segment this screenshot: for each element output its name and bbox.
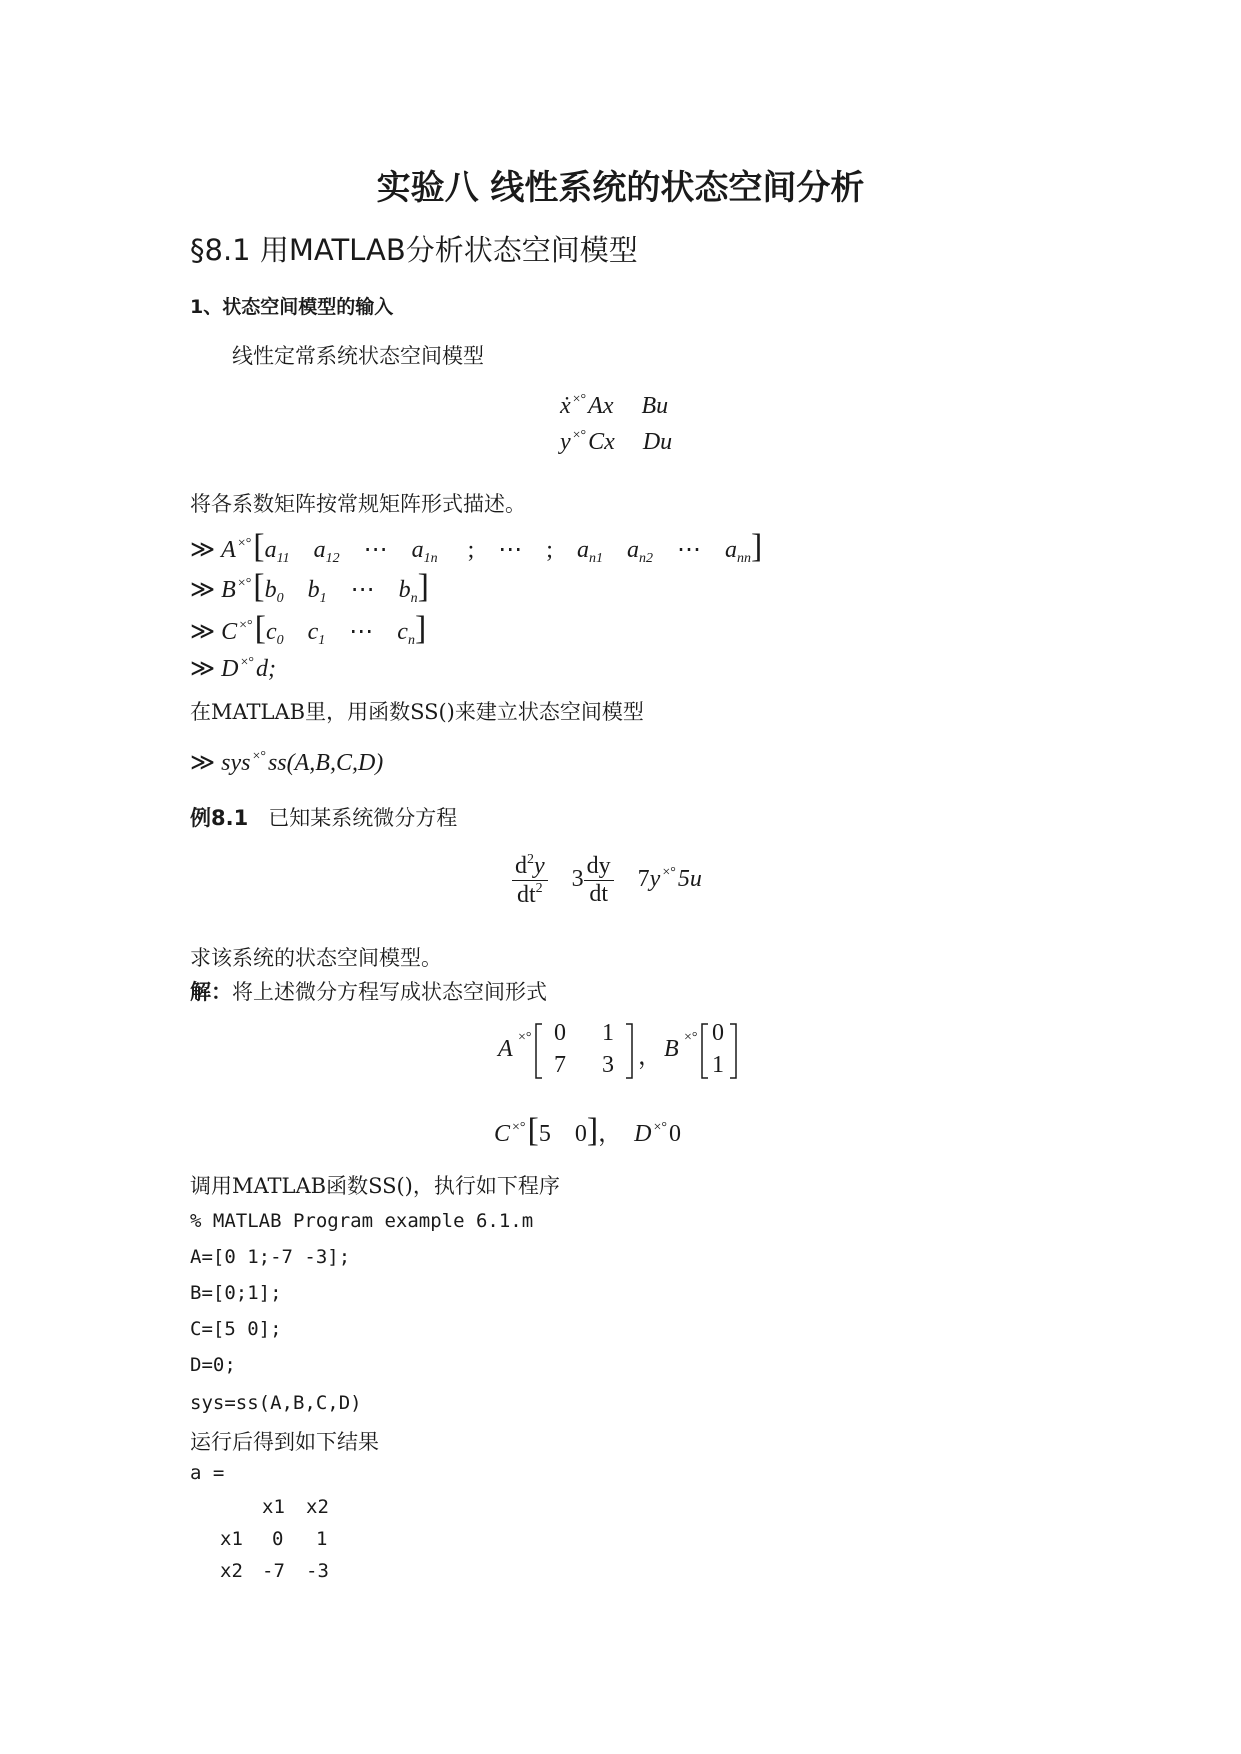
output-cell: 0 [272,1528,284,1550]
subsection-heading: 1、状态空间模型的输入 [190,296,394,318]
code-line: C=[5 0]; [190,1318,282,1340]
intro-text: 线性定常系统状态空间模型 [232,344,484,368]
code-line: % MATLAB Program example 6.1.m [190,1210,534,1232]
result-intro-text: 运行后得到如下结果 [190,1430,379,1454]
matrix-a-command: ≫ A $^{\times^\circ}[a_{11}$ $a_{12}$ ⋯ $a_{1n}$ ; ⋯ ; $a_{n1}$ $a_{n2}$ ⋯ $a_{nn}$] [190,528,763,566]
call-text: 调用MATLAB函数SS()，执行如下程序 [190,1174,560,1198]
page-title: 实验八 线性系统的状态空间分析 [376,168,865,208]
code-line: A=[0 1;-7 -3]; [190,1246,351,1268]
describe-text: 将各系数矩阵按常规矩阵形式描述。 [190,492,526,516]
example-line: 例8.1 已知某系统微分方程 [190,806,458,830]
ss-intro-text: 在MATLAB里，用函数SS()来建立状态空间模型 [190,700,644,724]
output-header-x1: x1 [262,1496,285,1518]
output-cell: 1 [316,1528,328,1550]
matrix-bracket-graphics [498,1020,748,1082]
state-equation-2: y ×°Cx Du [560,428,673,455]
matrix-a-equation: A ×° 0 1 7 3 ， B ×° 0 1 [498,1020,748,1082]
code-line: D=0; [190,1354,236,1376]
matrix-c-command: ≫ C $^{\times^\circ}[c_0$ $c_1$ ⋯ $c_n$] [190,610,427,648]
matrix-b-command: ≫ B $^{\times^\circ}[b_0$ $b_1$ ⋯ $b_n$] [190,568,429,606]
ss-command: ≫ sys ×°ss(A,B,C,D) [190,749,384,776]
output-cell: -3 [306,1560,329,1582]
differential-equation: $\frac{d^2y}{dt^2}$ 3 $\frac{dy}{dt}$ 7y ×°5u [512,852,702,909]
code-line: B=[0;1]; [190,1282,282,1304]
section-heading: §8.1 用MATLAB分析状态空间模型 [190,233,638,267]
output-a-label: a = [190,1462,225,1484]
output-cell: -7 [262,1560,285,1582]
output-row-label: x2 [220,1560,243,1582]
code-line: sys=ss(A,B,C,D) [190,1392,362,1414]
output-header-x2: x2 [306,1496,329,1518]
output-row-label: x1 [220,1528,243,1550]
solution-line: 解：将上述微分方程写成状态空间形式 [190,980,547,1004]
matrix-d-command: ≫ D ×°d; [190,655,276,682]
state-equation-1: ẋ ×°Ax Bu [560,392,669,419]
task-text: 求该系统的状态空间模型。 [190,946,442,970]
matrix-c-d-equation: C ×°[5 0]， D ×°0 [494,1112,682,1149]
